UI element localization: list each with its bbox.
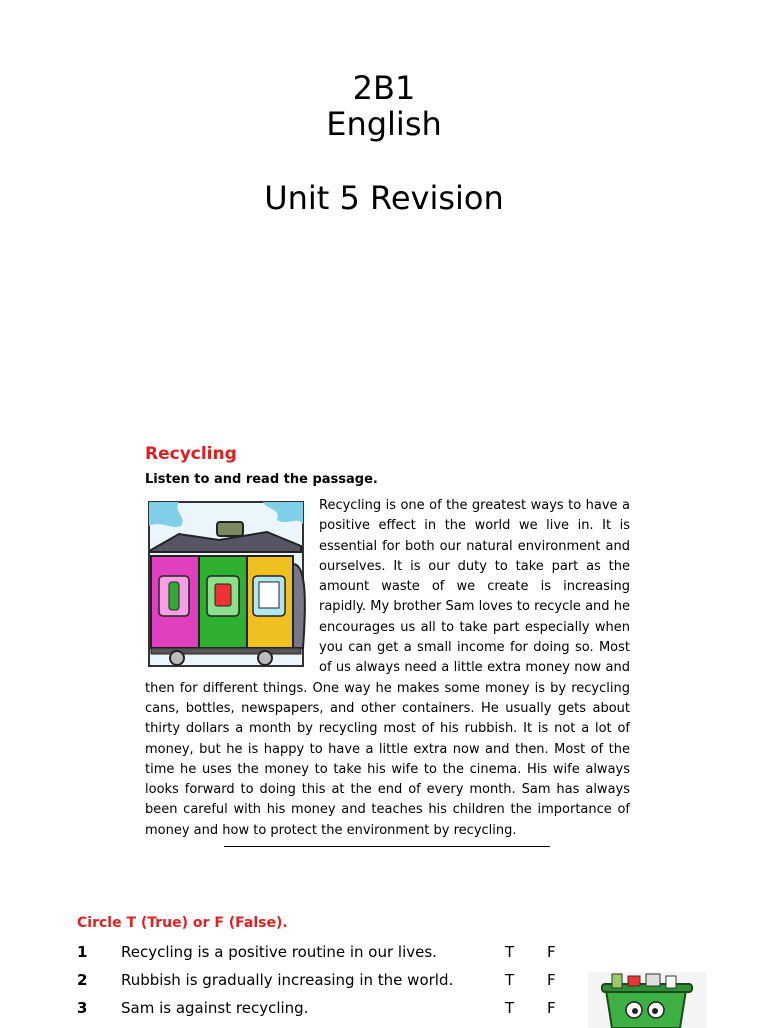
quiz-item: [77, 943, 597, 965]
quiz-item-number: 2: [77, 971, 88, 989]
divider-line: [224, 846, 550, 847]
true-option[interactable]: T: [505, 999, 515, 1017]
unit-title: Unit 5 Revision: [264, 179, 504, 217]
quiz-item-number: 3: [77, 999, 88, 1017]
quiz-item: [77, 971, 597, 993]
reading-passage: [145, 496, 630, 841]
class-code: 2B1: [352, 69, 416, 107]
quiz-item-number: 1: [77, 943, 88, 961]
quiz-item-text: Rubbish is gradually increasing in the world.: [121, 971, 454, 989]
passage-text: Recycling is one of the greatest ways to have a positive effect in the world we live in. It is essential for both our natural environment and ourselves. It is our duty to take part as the amount waste of we create is increasing rapidly. My brother Sam loves to recycle and he encourages us all to take part especially when you can get a small income for doing so. Most of us always need a little extra money now and then for different things. One way he makes some money is by recycling cans, bottles, newspapers, and other containers. He usually gets about thirty dollars a month by recycling most of his rubbish. It is not a lot of money, but he is happy to have a little extra now and then. Most of the time he uses the money to take his wife to the cinema. His wife always looks forward to doing this at the end of every month. Sam has always been careful with his money and teaches his children the importance of money and how to protect the environment by recycling.: [145, 498, 630, 838]
quiz-item: [77, 999, 597, 1021]
document-title: [0, 70, 768, 216]
quiz-item-text: Recycling is a positive routine in our lives.: [121, 943, 437, 961]
subject: English: [326, 105, 442, 143]
instruction-text: Listen to and read the passage.: [145, 472, 378, 487]
false-option[interactable]: F: [547, 999, 556, 1017]
true-option[interactable]: T: [505, 971, 515, 989]
green-bin-character-icon: [588, 972, 706, 1028]
false-option[interactable]: F: [547, 943, 556, 961]
quiz-heading: Circle T (True) or F (False).: [77, 915, 288, 931]
recycling-bins-illustration: [145, 498, 307, 670]
title-gap: [0, 142, 768, 180]
true-option[interactable]: T: [505, 943, 515, 961]
false-option[interactable]: F: [547, 971, 556, 989]
quiz-item-text: Sam is against recycling.: [121, 999, 309, 1017]
section-heading: Recycling: [145, 444, 237, 464]
